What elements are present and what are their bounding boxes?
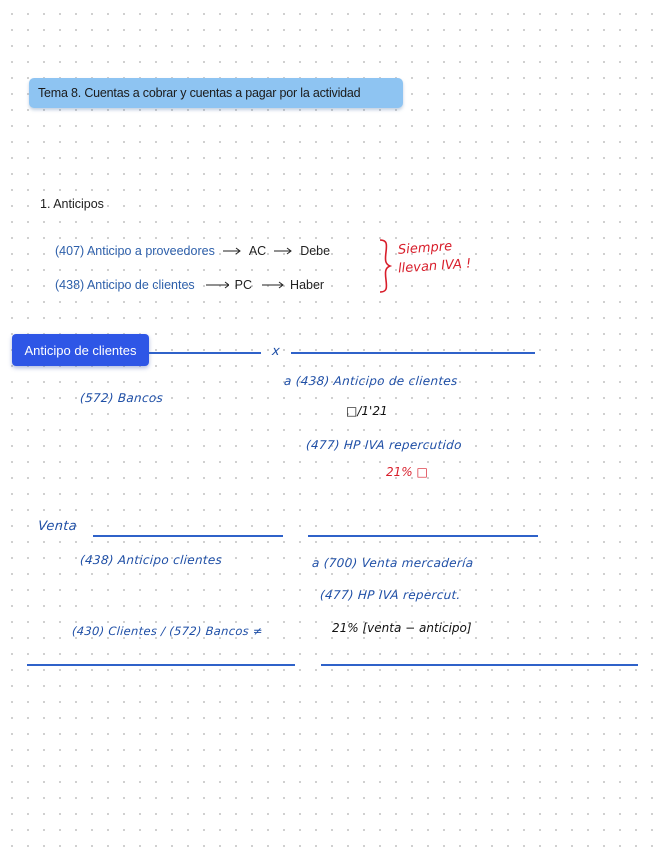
anticipo-row-clientes [55,278,324,292]
divider-line [27,664,295,666]
entry1-credit-2: (477) HP IVA repercutido [305,438,463,452]
curly-brace-icon [374,238,394,294]
divider-line [149,352,261,354]
entry2-debit-2: (430) Clientes / (572) Bancos ≠ [71,624,264,638]
entry2-credit-2: (477) HP IVA repercut. [319,588,462,602]
arrow-right-icon [201,280,229,290]
account-438: (438) Anticipo de clientes [55,278,195,292]
section-heading: 1. Anticipos [40,197,104,211]
divider-line [308,535,538,537]
side-haber: Haber [290,278,325,292]
divider-line [291,352,535,354]
divider-line [93,535,283,537]
entry1-credit-1: a (438) Anticipo de clientes [283,374,459,388]
title-banner [29,78,403,108]
note-line-2: llevan IVA ! [397,256,472,277]
arrow-right-icon [258,280,284,290]
entry1-formula-2: 21% □ [386,465,428,479]
entry2-credit-1: a (700) Venta mercadería [311,556,474,570]
arrow-right-icon [221,246,243,256]
entry1-debit: (572) Bancos [79,391,164,405]
account-407: (407) Anticipo a proveedores [55,244,215,258]
side-debe: Debe [300,244,331,258]
anticipo-row-proveedores [55,244,330,258]
page-title: Tema 8. Cuentas a cobrar y cuentas a pagar por la actividad [38,86,361,100]
entry1-formula-1: □/1'21 [346,404,388,418]
class-pc: PC [234,278,253,292]
tag-anticipo-clientes [12,334,149,366]
entry2-label: Venta [37,519,78,534]
tag-label: Anticipo de clientes [24,342,137,358]
note-line-1: Siempre [397,239,453,258]
entry2-formula: 21% [venta − anticipo] [332,621,472,635]
entry2-debit-1: (438) Anticipo clientes [79,553,223,567]
arrow-right-icon [272,246,294,256]
divider-line [321,664,638,666]
class-ac: AC [248,244,267,258]
separator-x: x [271,344,281,359]
